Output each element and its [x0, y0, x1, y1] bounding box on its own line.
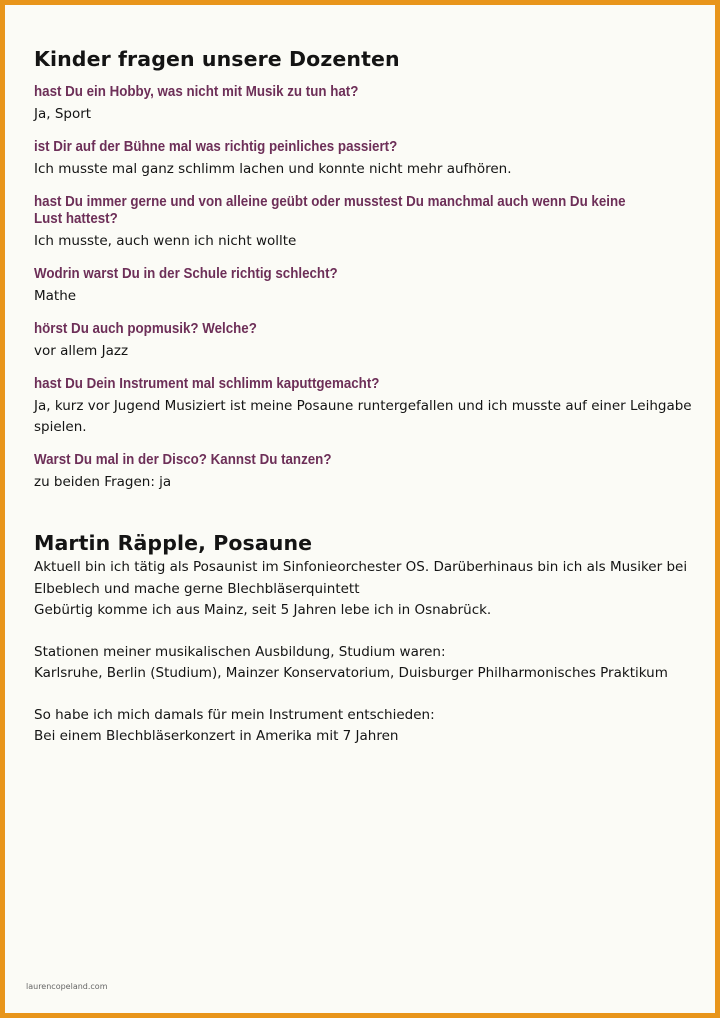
stations-label: Stationen meiner musikalischen Ausbildung, Studium waren: [34, 643, 446, 660]
question: Warst Du mal in der Disco? Kannst Du tanzen? [34, 452, 332, 468]
answer: Ich musste, auch wenn ich nicht wollte [34, 233, 297, 249]
qa-item [34, 84, 694, 125]
stations-list: Karlsruhe, Berlin (Studium), Mainzer Konservatorium, Duisburger Philharmonisches Praktikum [34, 665, 668, 681]
qa-item [34, 266, 694, 307]
qa-item [34, 139, 694, 180]
qa-item [34, 321, 694, 362]
bio-origin: Gebürtig komme ich aus Mainz, seit 5 Jahren lebe ich in Osnabrück. [34, 602, 492, 618]
bio-heading: Martin Räpple, Posaune [34, 531, 313, 555]
spacer [34, 622, 694, 642]
spacer [34, 685, 694, 705]
answer: Ich musste mal ganz schlimm lachen und konnte nicht mehr aufhören. [34, 161, 512, 177]
bio-text [34, 557, 694, 748]
bio-section [34, 529, 694, 748]
answer: zu beiden Fragen: ja [34, 474, 172, 490]
question: hörst Du auch popmusik? Welche? [34, 321, 257, 337]
qa-item [34, 376, 694, 438]
decision-label: So habe ich mich damals für mein Instrument entschieden: [34, 706, 435, 723]
question: hast Du ein Hobby, was nicht mit Musik zu tun hat? [34, 84, 359, 100]
qa-item [34, 194, 694, 252]
answer: Ja, kurz vor Jugend Musiziert ist meine Posaune runtergefallen und ich musste auf einer Leihgabe spielen. [34, 398, 692, 435]
question: ist Dir auf der Bühne mal was richtig peinliches passiert? [34, 139, 398, 155]
question: hast Du immer gerne und von alleine geübt oder musstest Du manchmal auch wenn Du keine Lust hattest? [34, 194, 626, 227]
answer: Mathe [34, 288, 77, 304]
qa-item [34, 452, 694, 493]
question: Wodrin warst Du in der Schule richtig schlecht? [34, 266, 338, 282]
question: hast Du Dein Instrument mal schlimm kaputtgemacht? [34, 376, 380, 392]
decision-text: Bei einem Blechbläserkonzert in Amerika mit 7 Jahren [34, 728, 399, 744]
watermark: laurencopeland.com [26, 982, 108, 991]
interview-heading: Kinder fragen unsere Dozenten [34, 47, 400, 71]
document-content [34, 45, 694, 748]
answer: vor allem Jazz [34, 343, 129, 359]
qa-list [34, 84, 694, 493]
bio-intro: Aktuell bin ich tätig als Posaunist im Sinfonieorchester OS. Darüberhinaus bin ich als Musiker bei Elbeblech und mache gerne Blechbläserquintett [34, 559, 688, 597]
answer: Ja, Sport [34, 106, 92, 122]
